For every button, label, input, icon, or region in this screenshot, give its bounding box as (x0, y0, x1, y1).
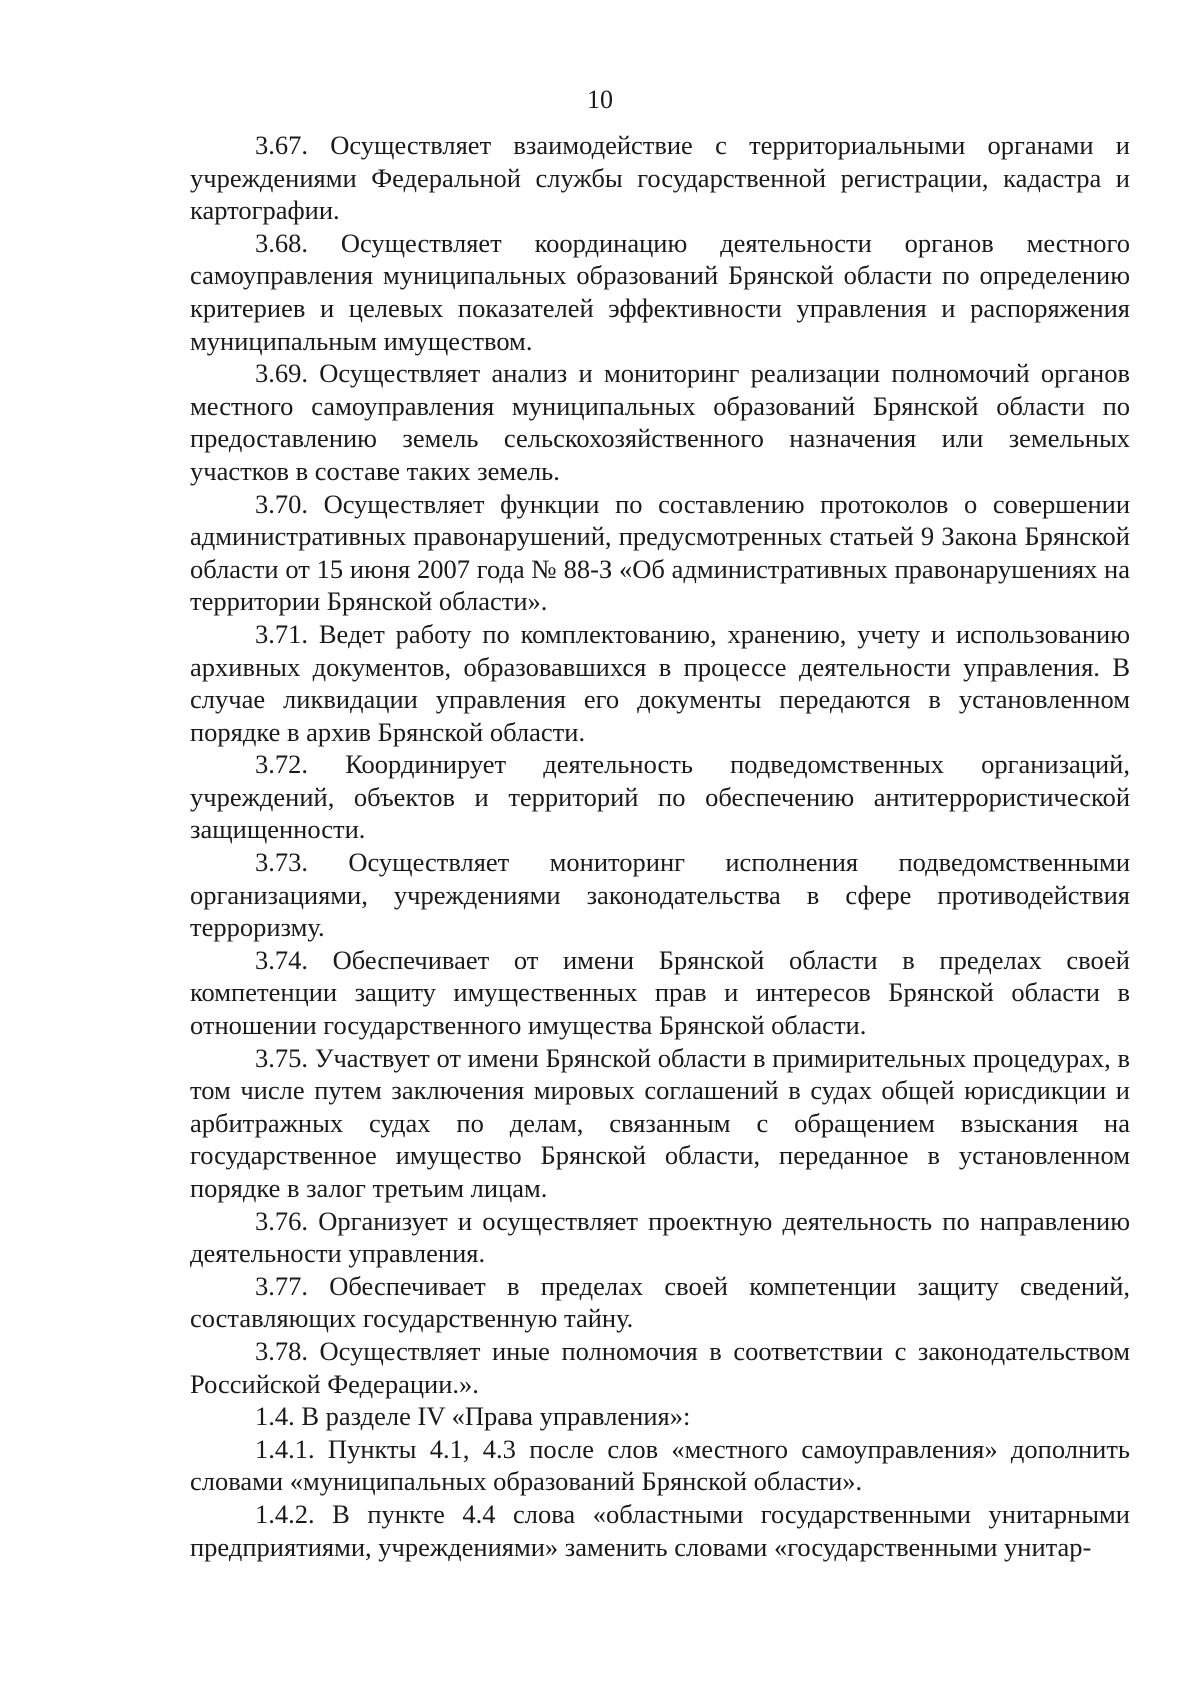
paragraph-3-67: 3.67. Осуществляет взаимодействие с территориальными органами и учреждениями Федеральной службы государственной регистрации, кадастра и картографии. (190, 130, 1130, 226)
paragraph-3-76: 3.76. Организует и осуществляет проектную деятельность по направлению деятельности управления. (190, 1205, 1130, 1269)
paragraph-3-69: 3.69. Осуществляет анализ и мониторинг реализации полномочий органов местного самоуправления муниципальных образований Брянской области по предоставлению земель сельскохозяйственного назначения или земельных участков в составе таких земель. (190, 358, 1130, 486)
page-number: 10 (587, 85, 613, 114)
paragraph-1-4-2: 1.4.2. В пункте 4.4 слова «областными государственными унитарными предприятиями, учреждениями» заменить словами «государственными унитар- (190, 1498, 1130, 1562)
paragraph-3-71: 3.71. Ведет работу по комплектованию, хранению, учету и использованию архивных документов, образовавшихся в процессе деятельности управления. В случае ликвидации управления его документы передаются в установленном порядке в архив Брянской области. (190, 618, 1130, 747)
paragraph-3-77: 3.77. Обеспечивает в пределах своей компетенции защиту сведений, составляющих государственную тайну. (190, 1270, 1130, 1334)
paragraph-3-75: 3.75. Участвует от имени Брянской области в примирительных процедурах, в том числе путем заключения мировых соглашений в судах общей юрисдикции и арбитражных судах по делам, связанным с обращением взыскания на государственное имущество Брянской области, переданное в установленном порядке в залог третьим лицам. (190, 1042, 1130, 1203)
paragraph-3-72: 3.72. Координирует деятельность подведомственных организаций, учреждений, объектов и территорий по обеспечению антитеррористической защищенности. (190, 749, 1130, 845)
paragraph-1-4-1: 1.4.1. Пункты 4.1, 4.3 после слов «местного самоуправления» дополнить словами «муниципальных образований Брянской области». (190, 1433, 1130, 1497)
paragraph-1-4: 1.4. В разделе IV «Права управления»: (255, 1401, 691, 1432)
paragraph-3-68: 3.68. Осуществляет координацию деятельности органов местного самоуправления муниципальных образований Брянской области по определению критериев и целевых показателей эффективности управления и распоряжения муниципальным имуществом. (190, 227, 1130, 356)
paragraph-3-78: 3.78. Осуществляет иные полномочия в соответствии с законодательством Российской Федерации.». (190, 1335, 1130, 1399)
paragraph-3-70: 3.70. Осуществляет функции по составлению протоколов о совершении административных правонарушений, предусмотренных статьей 9 Закона Брянской области от 15 июня 2007 года № 88-З «Об административных правонарушениях на территории Брянской области». (190, 488, 1130, 617)
document-body (190, 129, 1130, 1563)
paragraph-3-73: 3.73. Осуществляет мониторинг исполнения подведомственными организациями, учреждениями законодательства в сфере противодействия терроризму. (190, 847, 1130, 943)
paragraph-3-74: 3.74. Обеспечивает от имени Брянской области в пределах своей компетенции защиту имущественных прав и интересов Брянской области в отношении государственного имущества Брянской области. (190, 944, 1130, 1041)
